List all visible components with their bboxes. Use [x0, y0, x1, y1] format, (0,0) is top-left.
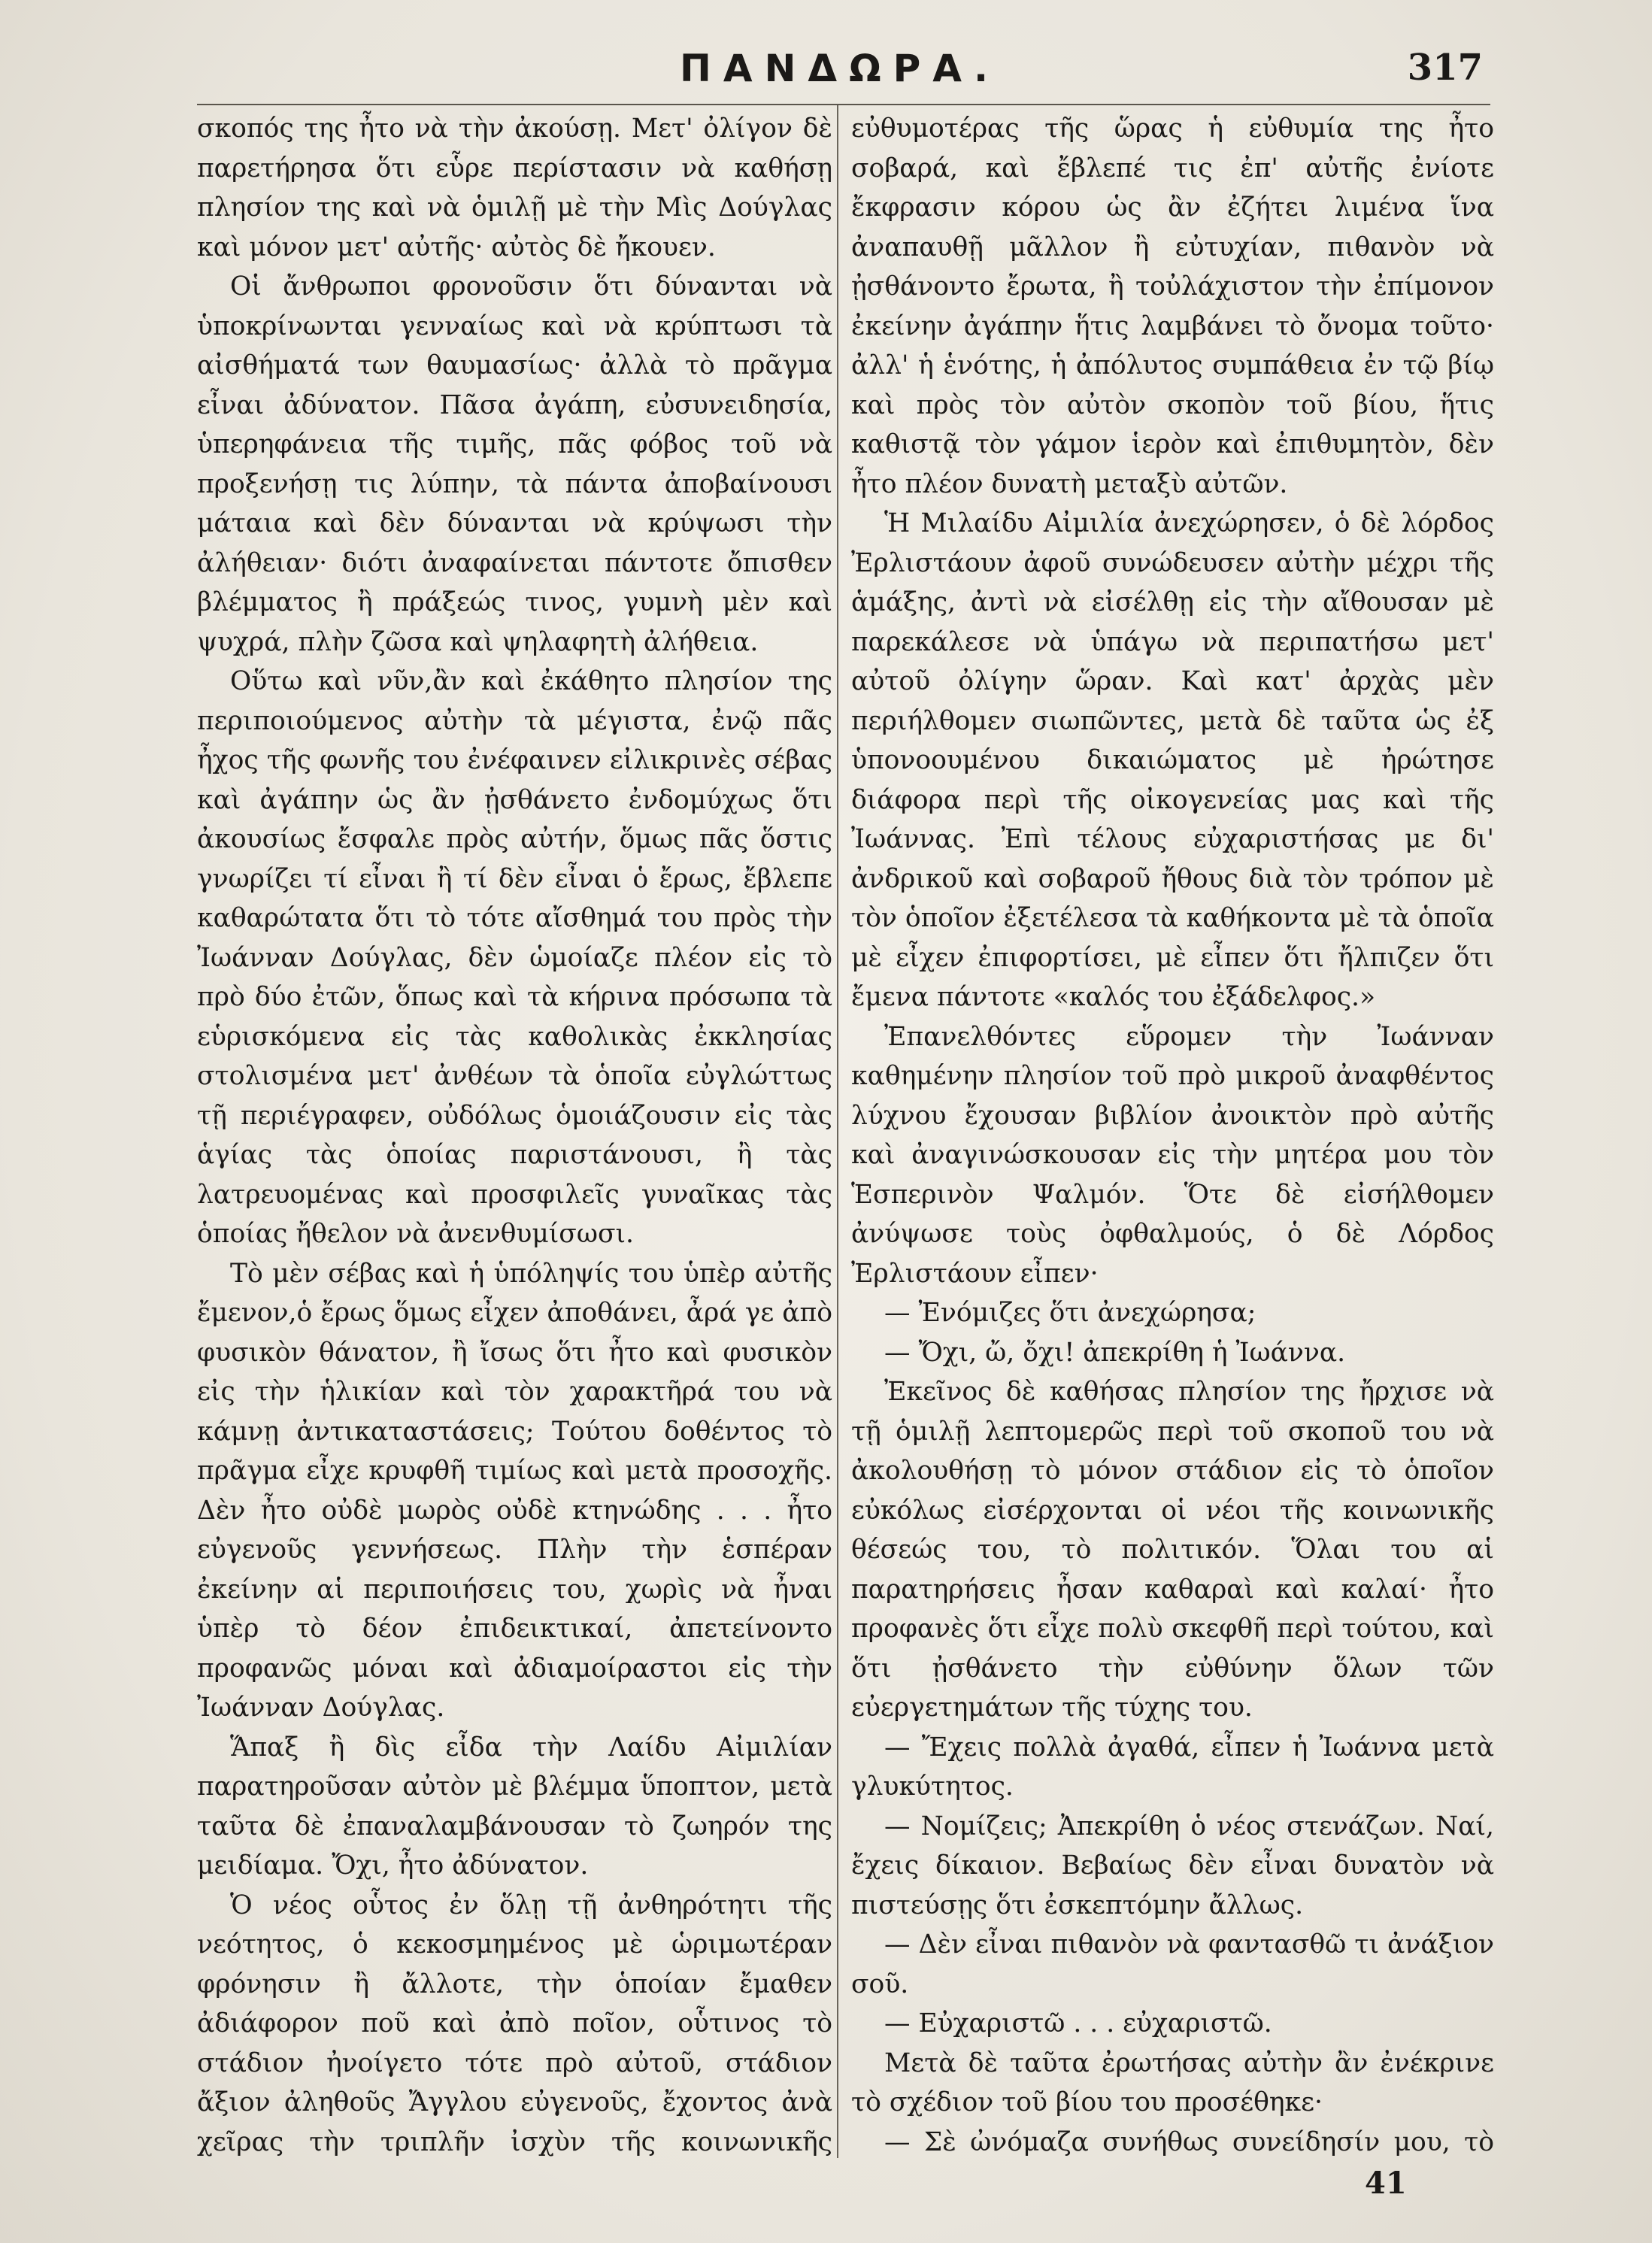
paragraph: Μετὰ δὲ ταῦτα ἐρωτήσας αὐτὴν ἂν ἐνέκρινε τὸ σχέδιον τοῦ βίου του προσέθηκε·	[851, 2047, 1494, 2117]
paragraph: Ἐπανελθόντες εὕρομεν τὴν Ἰωάνναν καθημένην πλησίον τοῦ πρὸ μικροῦ ἀναφθέντος λύχνου ἔχουσαν βιβλίον ἀνοικτὸν πρὸ αὐτῆς καὶ ἀναγινώσκουσαν εἰς τὴν μητέρα μου τὸν Ἑσπερινὸν Ψαλμόν. Ὅτε δὲ εἰσήλθομεν ἀνύψωσε τοὺς ὀφθαλμούς, ὁ δὲ Λόρδος Ἐρλιστάουν εἶπεν·	[851, 1021, 1494, 1289]
header-rule	[197, 104, 1490, 105]
journal-title: ΠΑΝΔΩΡΑ.	[680, 47, 1000, 90]
paragraph: σκοπός της ἦτο νὰ τὴν ἀκούσῃ. Μετ' ὀλίγον δὲ παρετήρησα ὅτι εὗρε περίστασιν νὰ καθήσῃ πλησίον της καὶ νὰ ὁμιλῇ μὲ τὴν Μὶς Δούγλας καὶ μόνον μετ' αὐτῆς· αὐτὸς δὲ ἤκουεν.	[197, 114, 832, 262]
dialogue-line: — Ἔχεις πολλὰ ἀγαθά, εἶπεν ἡ Ἰωάννα μετὰ γλυκύτητος.	[851, 1732, 1494, 1802]
dialogue-line: — Εὐχαριστῶ . . . εὐχαριστῶ.	[884, 2008, 1272, 2038]
signature-mark: 41	[1365, 2166, 1407, 2201]
dialogue-line: — Σὲ ὠνόμαζα συνήθως συνείδησίν μου, τὸ	[884, 2126, 1494, 2157]
dialogue-line: — Ἐνόμιζες ὅτι ἀνεχώρησα;	[884, 1298, 1256, 1328]
dialogue-line: — Δὲν εἶναι πιθανὸν νὰ φαντασθῶ τι ἀνάξιον σοῦ.	[851, 1929, 1494, 1999]
running-header	[197, 47, 1483, 99]
paragraph: Οἱ ἄνθρωποι φρονοῦσιν ὅτι δύνανται νὰ ὑποκρίνωνται γενναίως καὶ νὰ κρύπτωσι τὰ αἰσθήματά των θαυμασίως· ἀλλὰ τὸ πρᾶγμα εἶναι ἀδύνατον. Πᾶσα ἀγάπη, εὐσυνειδησία, ὑπερηφάνεια τῆς τιμῆς, πᾶς φόβος τοῦ νὰ προξενήσῃ τις λύπην, τὰ πάντα ἀποβαίνουσι μάταια καὶ δὲν δύνανται νὰ κρύψωσι τὴν ἀλήθειαν· διότι ἀναφαίνεται πάντοτε ὄπισθεν βλέμματος ἢ πράξεώς τινος, γυμνὴ μὲν καὶ ψυχρά, πλὴν ζῶσα καὶ ψηλαφητὴ ἀλήθεια.	[197, 271, 832, 657]
left-column	[197, 109, 832, 2158]
right-column	[851, 109, 1494, 2158]
paragraph: Ὁ νέος οὗτος ἐν ὅλῃ τῇ ἀνθηρότητι τῆς νεότητος, ὁ κεκοσμημένος μὲ ὡριμωτέραν φρόνησιν ἢ ἄλλοτε, τὴν ὁποίαν ἔμαθεν ἀδιάφορον ποῦ καὶ ἀπὸ ποῖον, οὗτινος τὸ στάδιον ἠνοίγετο τότε πρὸ αὐτοῦ, στάδιον ἄξιον ἀληθοῦς Ἄγγλου εὐγενοῦς, ἔχοντος ἀνὰ χεῖρας τὴν τριπλῆν ἰσχὺν τῆς κοινωνικῆς	[197, 1890, 832, 2157]
dialogue-line: — Ὄχι, ὤ, ὄχι! ἀπεκρίθη ἡ Ἰωάννα.	[884, 1337, 1346, 1368]
dialogue-line: — Νομίζεις; Ἀπεκρίθη ὁ νέος στενάζων. Ναί, ἔχεις δίκαιον. Βεβαίως δὲν εἶναι δυνατὸν νὰ πιστεύσῃς ὅτι ἐσκεπτόμην ἄλλως.	[851, 1811, 1494, 1920]
paragraph: Τὸ μὲν σέβας καὶ ἡ ὑπόληψίς του ὑπὲρ αὐτῆς ἔμενον,ὁ ἔρως ὅμως εἶχεν ἀποθάνει, ἆρά γε ἀπὸ φυσικὸν θάνατον, ἢ ἴσως ὅτι ἦτο καὶ φυσικὸν εἰς τὴν ἡλικίαν καὶ τὸν χαρακτῆρά του νὰ κάμνῃ ἀντικαταστάσεις; Τούτου δοθέντος τὸ πρᾶγμα εἶχε κρυφθῆ τιμίως καὶ μετὰ προσοχῆς. Δὲν ἦτο οὐδὲ μωρὸς οὐδὲ κτηνώδης . . . ἦτο εὐγενοῦς γεννήσεως. Πλὴν τὴν ἑσπέραν ἐκείνην αἱ περιποιήσεις του, χωρὶς νὰ ἦναι ὑπὲρ τὸ δέον ἐπιδεικτικαί, ἀπετείνοντο προφανῶς μόναι καὶ ἀδιαμοίραστοι εἰς τὴν Ἰωάνναν Δούγλας.	[197, 1258, 832, 1723]
paragraph: εὐθυμοτέρας τῆς ὥρας ἡ εὐθυμία της ἦτο σοβαρά, καὶ ἔβλεπέ τις ἐπ' αὐτῆς ἐνίοτε ἔκφρασιν κόρου ὡς ἂν ἐζήτει λιμένα ἵνα ἀναπαυθῇ μᾶλλον ἢ εὐτυχίαν, πιθανὸν νὰ ᾐσθάνοντο ἔρωτα, ἢ τοὐλάχιστον τὴν ἐπίμονον ἐκείνην ἀγάπην ἥτις λαμβάνει τὸ ὄνομα τοῦτο· ἀλλ' ἡ ἑνότης, ἡ ἀπόλυτος συμπάθεια ἐν τῷ βίῳ καὶ πρὸς τὸν αὐτὸν σκοπὸν τοῦ βίου, ἥτις καθιστᾷ τὸν γάμον ἱερὸν καὶ ἐπιθυμητὸν, δὲν ἦτο πλέον δυνατὴ μεταξὺ αὐτῶν.	[851, 114, 1494, 499]
column-divider	[837, 105, 838, 2158]
paragraph: Ἅπαξ ἢ δὶς εἶδα τὴν Λαίδυ Αἰμιλίαν παρατηροῦσαν αὐτὸν μὲ βλέμμα ὕποπτον, μετὰ ταῦτα δὲ ἐπαναλαμβάνουσαν τὸ ζωηρόν της μειδίαμα. Ὄχι, ἦτο ἀδύνατον.	[197, 1732, 832, 1881]
page-number: 317	[1407, 47, 1483, 89]
paragraph: Ἐκεῖνος δὲ καθήσας πλησίον της ἤρχισε νὰ τῇ ὁμιλῇ λεπτομερῶς περὶ τοῦ σκοποῦ του νὰ ἀκολουθήσῃ τὸ μόνον στάδιον εἰς τὸ ὁποῖον εὐκόλως εἰσέρχονται οἱ νέοι τῆς κοινωνικῆς θέσεώς του, τὸ πολιτικόν. Ὅλαι του αἱ παρατηρήσεις ἦσαν καθαραὶ καὶ καλαί· ἦτο προφανὲς ὅτι εἶχε πολὺ σκεφθῆ περὶ τούτου, καὶ ὅτι ᾐσθάνετο τὴν εὐθύνην ὅλων τῶν εὐεργετημάτων τῆς τύχης του.	[851, 1377, 1494, 1723]
paragraph: Οὕτω καὶ νῦν,ἂν καὶ ἐκάθητο πλησίον της περιποιούμενος αὐτὴν τὰ μέγιστα, ἐνῷ πᾶς ἦχος τῆς φωνῆς του ἐνέφαινεν εἰλικρινὲς σέβας καὶ ἀγάπην ὡς ἂν ᾐσθάνετο ἐνδομύχως ὅτι ἀκουσίως ἔσφαλε πρὸς αὐτήν, ὅμως πᾶς ὅστις γνωρίζει τί εἶναι ἢ τί δὲν εἶναι ὁ ἔρως, ἔβλεπε καθαρώτατα ὅτι τὸ τότε αἴσθημά του πρὸς τὴν Ἰωάνναν Δούγλας, δὲν ὡμοίαζε πλέον εἰς τὸ πρὸ δύο ἐτῶν, ὅπως καὶ τὰ κήρινα πρόσωπα τὰ εὑρισκόμενα εἰς τὰς καθολικὰς ἐκκλησίας στολισμένα μετ' ἀνθέων τὰ ὁποῖα εὐγλώττως τῇ περιέγραφεν, οὐδόλως ὁμοιάζουσιν εἰς τὰς ἁγίας τὰς ὁποίας παριστάνουσι, ἢ τὰς λατρευομένας καὶ προσφιλεῖς γυναῖκας τὰς ὁποίας ἤθελον νὰ ἀνενθυμίσωσι.	[197, 666, 832, 1249]
paragraph: Ἡ Μιλαίδυ Αἰμιλία ἀνεχώρησεν, ὁ δὲ λόρδος Ἐρλιστάουν ἀφοῦ συνώδευσεν αὐτὴν μέχρι τῆς ἁμάξης, ἀντὶ νὰ εἰσέλθῃ εἰς τὴν αἴθουσαν μὲ παρεκάλεσε νὰ ὑπάγω νὰ περιπατήσω μετ' αὐτοῦ ὀλίγην ὥραν. Καὶ κατ' ἀρχὰς μὲν περιήλθομεν σιωπῶντες, μετὰ δὲ ταῦτα ὡς ἐξ ὑπονοουμένου δικαιώματος μὲ ἠρώτησε διάφορα περὶ τῆς οἰκογενείας μας καὶ τῆς Ἰωάννας. Ἐπὶ τέλους εὐχαριστήσας με δι' ἀνδρικοῦ καὶ σοβαροῦ ἤθους διὰ τὸν τρόπον μὲ τὸν ὁποῖον ἐξετέλεσα τὰ καθήκοντα μὲ τὰ ὁποῖα μὲ εἶχεν ἐπιφορτίσει, μὲ εἶπεν ὅτι ἤλπιζεν ὅτι ἔμενα πάντοτε «καλός του ἐξάδελφος.»	[851, 508, 1494, 1012]
